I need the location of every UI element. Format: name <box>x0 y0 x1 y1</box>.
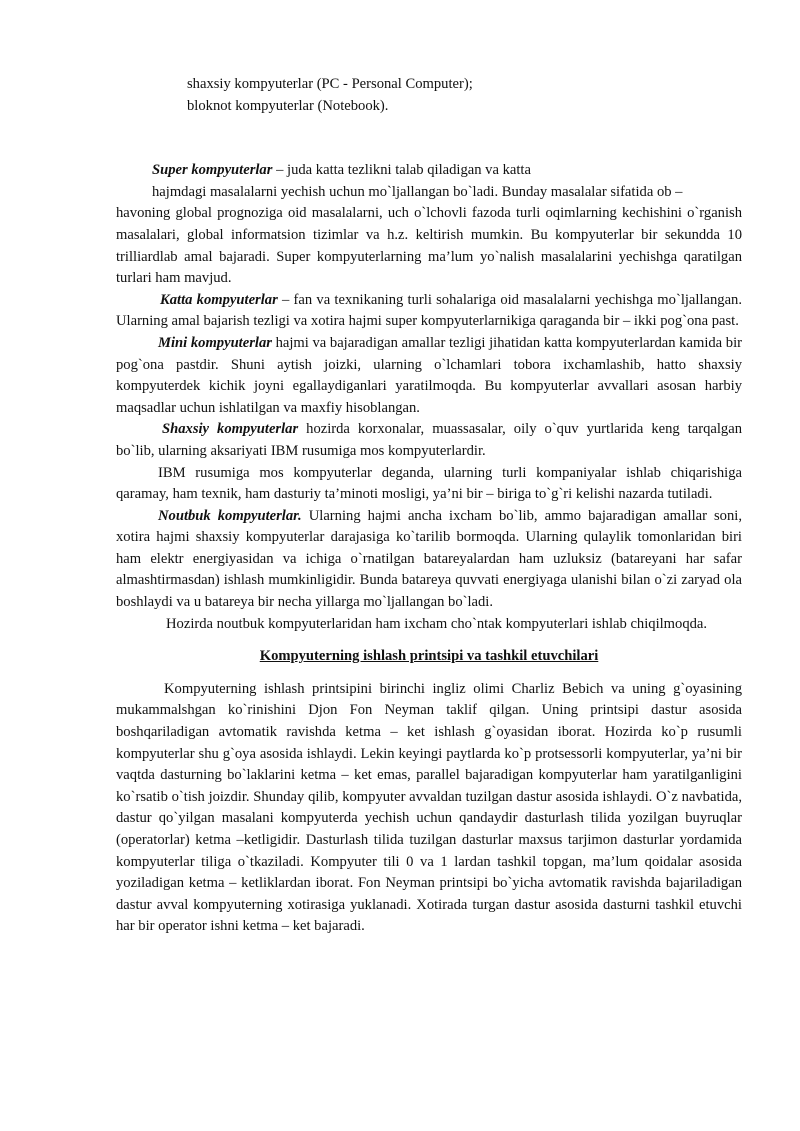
super-line2: hajmdagi masalalarni yechish uchun mo`ljallangan bo`ladi. Bunday masalalar sifatida ob – <box>152 183 683 200</box>
paragraph-super-line2 <box>116 182 742 204</box>
paragraph-ibm: IBM rusumiga mos kompyuterlar deganda, ularning turli kompaniyalar ishlab chiqarishiga qaramay, ham texnik, ham dasturiy ta’minoti mosligi, ya’ni bir – biriga to`g`ri kelishi nazarda tutiladi. <box>116 464 742 503</box>
list-item-text: bloknot kompyuterlar (Notebook). <box>187 97 389 114</box>
spacer <box>116 635 742 646</box>
paragraph-hozirda: Hozirda noutbuk kompyuterlaridan ham ixcham cho`ntak kompyuterlari ishlab chiqilmoqda. <box>166 615 708 632</box>
paragraph-super-intro <box>116 160 742 182</box>
list-item <box>116 96 742 118</box>
paragraph-katta <box>116 290 742 333</box>
paragraph-final: Kompyuterning ishlash printsipini birinchi ingliz olimi Charliz Bebich va uning g`oyasining mukammalshgan ko`rinishini Djon Fon Neyman taklif qilgan. Uning printsipi dastur asosida boshqariladigan avtomatik ravishda ketma – ket ishlash g`oyasidan iborat. Hozirda ko`p rusumli kompyuterlar shu g`oya asosida ishlaydi. Lekin keyingi paytlarda ko`p protsessorli kompyuterlar, ya’ni bir vaqtda dasturning bo`laklarini ketma – ket emas, parallel bajaradigan kompyuterlar ham yaratilganligini ko`rsatib o`tish joizdir. Shunday qilib, kompyuter avvaldan tuzilgan dastur asosida ishlaydi. O`z navbatida, dastur qo`yilgan masalani kompyuterda yechish uchun qandaydir dasturlash tilida yozilgan buyruqlar (operatorlar) ketma –ketligidir. Dasturlash tilida tuzilgan dasturlar maxsus tarjimon dasturlar yordamida kompyuterlar tiliga o`tkaziladi. Kompyuter tili 0 va 1 lardan tashkil topgan, ma’lum qoidalar asosida yoziladigan ketma – ketliklardan iborat. Fon Neyman printsipi bo`yicha avtomatik ravishda bajariladigan dastur avval kompyuterning xotirasiga yuklanadi. Xotirada turgan dastur asosida dasturni tashkil etuvchi har bir operator ishni ketma – ket bajaradi. <box>116 680 742 935</box>
spacer <box>116 668 742 679</box>
list-item-text: shaxsiy kompyuterlar (PC - Personal Computer); <box>187 76 473 92</box>
katta-text: – fan va texnikaning turli sohalariga oid masalalarni yechishga mo`ljallangan. Ularning amal bajarish tezligi va xotira hajmi super kompyuterlarnikiga qaraganda bir – ikki pog`ona past. <box>116 291 743 330</box>
spacer <box>116 117 742 160</box>
term-shaxsiy: Shaxsiy kompyuterlar <box>162 421 299 438</box>
term-mini: Mini kompyuterlar <box>158 334 272 351</box>
paragraph-mini <box>116 333 742 419</box>
super-line1: – juda katta tezlikni talab qiladigan va katta <box>272 162 531 179</box>
paragraph-shaxsiy <box>116 419 742 462</box>
list-item <box>116 74 742 96</box>
section-heading: Kompyuterning ishlash printsipi va tashkil etuvchilari <box>259 648 599 665</box>
term-super: Super kompyuterlar <box>152 162 273 179</box>
document-body <box>116 74 742 938</box>
mini-text: hajmi va bajaradigan amallar tezligi jihatidan katta kompyuterlardan kamida bir pog`ona pastdir. Shuni aytish joizki, ularning o`lchamlari tobora ixchamlashib, hatto shaxsiy kompyuterdek kichik joyni egallaydiganlari yaratilmoqda. Bu kompyuterlar avvallari asosan harbiy maqsadlar uchun ishlatilgan va maxfiy hisoblangan. <box>116 334 743 416</box>
term-noutbuk: Noutbuk kompyuterlar. <box>158 507 302 524</box>
paragraph-super-rest: havoning global prognoziga oid masalalarni, uch o`lchovli fazoda turli oqimlarning kechishini o`rganish masalalari, global informatsion tizimlar va h.z. keltirish mumkin. Bu kompyuterlar bir sekundda 10 trilliardlab amal bajaradi. Super kompyuterlarning ma’lum yo`nalish masalalarini yechishga qaratilgan turlari ham mavjud. <box>116 205 742 287</box>
term-katta: Katta kompyuterlar <box>160 291 278 308</box>
shaxsiy-text: hozirda korxonalar, muassasalar, oily o`quv yurtlarida keng tarqalgan bo`lib, ularning aksariyati IBM rusumiga mos kompyuterlardir. <box>116 421 742 459</box>
noutbuk-text: Ularning hajmi ancha ixcham bo`lib, ammo bajaradigan amallar soni, xotira hajmi shaxsiy kompyuterlar darajasiga ko`tarilib bormoqda. Ularning qulaylik tomonlaridan biri ham elektr energiyasidan va ichiga o`rnatilgan batareyalardan ham uzluksiz (batareyani har safar almashtirmasdan) ishlash mumkinligidir. Bunda batareya quvvati energiyaga ulanishi bilan o`zi zaryad ola boshlaydi va u batareya bir necha yillarga mo`ljallangan bo`ladi. <box>116 507 742 611</box>
paragraph-noutbuk <box>116 506 742 614</box>
